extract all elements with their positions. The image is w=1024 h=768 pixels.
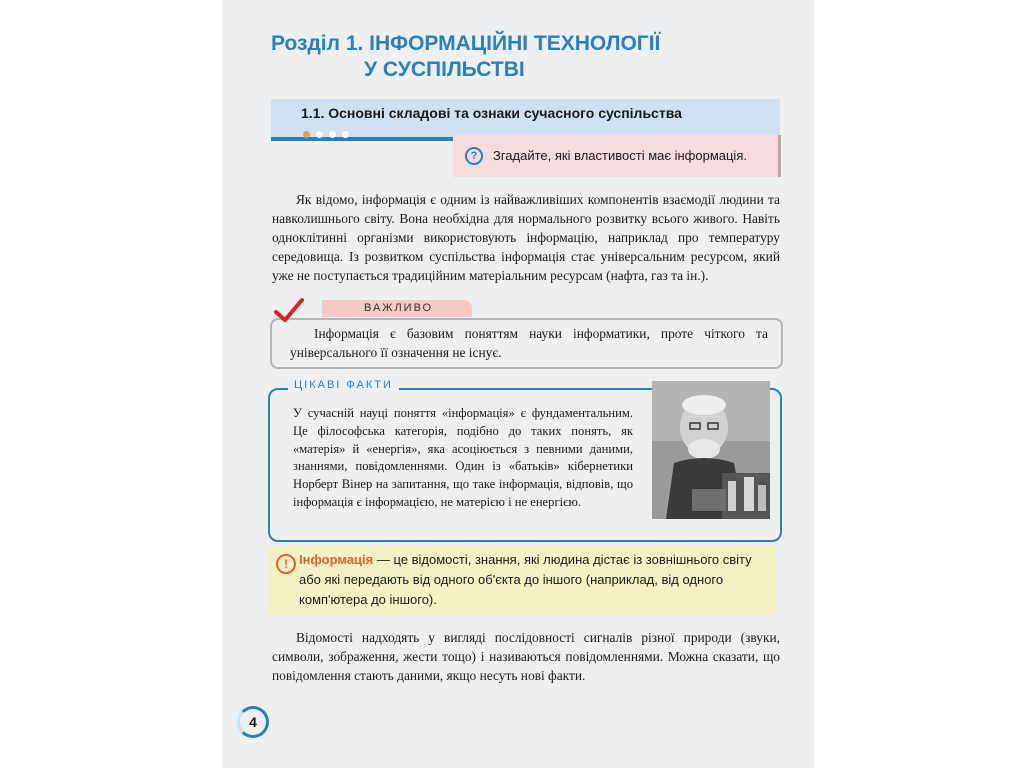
dot-icon <box>316 131 323 138</box>
progress-dots <box>303 125 355 143</box>
dot-icon <box>342 131 349 138</box>
question-icon: ? <box>465 147 483 165</box>
facts-label: ЦІКАВІ ФАКТИ <box>288 379 399 391</box>
section-title: 1.1. Основні складові та ознаки сучасного суспільства <box>301 105 682 121</box>
page-number: 4 <box>237 706 269 738</box>
definition-term: Інформація <box>299 552 374 567</box>
exclamation-icon: ! <box>276 554 296 574</box>
definition-body: — це відомості, знання, які людина дістає із зовнішнього світу або які передають від одного об'єкта до іншого (наприклад, від одного комп'ютера до іншого). <box>299 552 752 607</box>
dot-icon <box>329 131 336 138</box>
checkmark-icon <box>274 298 304 324</box>
question-text: Згадайте, які властивості має інформація. <box>493 148 747 163</box>
recall-question-box <box>453 135 781 177</box>
important-text: Інформація є базовим поняттям науки інформатики, проте чіткого та універсального її означення не існує. <box>290 326 768 360</box>
chapter-title-line2: У СУСПІЛЬСТВІ <box>364 58 525 81</box>
important-label: ВАЖЛИВО <box>322 300 472 317</box>
chapter-title <box>271 31 660 83</box>
intro-paragraph: Як відомо, інформація є одним із найважливіших компонентів взаємодії людини та навколишнього світу. Вона необхідна для нормального розвитку всього живого. Навіть одноклітинні організми використовують інформацію, наприклад про температуру середовища. Із розвитком суспільства інформація стає універсальним ресурсом, який уже не поступається традиційним матеріальним ресурсам (нафта, газ та ін.). <box>272 192 780 283</box>
norbert-wiener-photo <box>652 381 770 519</box>
closing-paragraph: Відомості надходять у вигляді послідовності сигналів різної природи (звуки, символи, зображення, жести тощо) і називаються повідомленнями. Можна сказати, що повідомлення стають даними, якщо несуть нові факти. <box>272 630 780 683</box>
dot-icon <box>303 131 310 138</box>
chapter-title-line1: Розділ 1. ІНФОРМАЦІЙНІ ТЕХНОЛОГІЇ <box>271 32 661 55</box>
facts-text: У сучасній науці поняття «інформація» є фундаментальним. Це філософська категорія, подібно до таких понять, як «матерія» й «енергія», яка асоціюється з певними даними, знаннями, повідомленнями. Один із «батьків» кібернетики Норберт Вінер на запитання, що таке інформація, відповів, що інформація є інформацією, не матерією і не енергією. <box>293 406 633 509</box>
definition-text <box>299 550 769 610</box>
